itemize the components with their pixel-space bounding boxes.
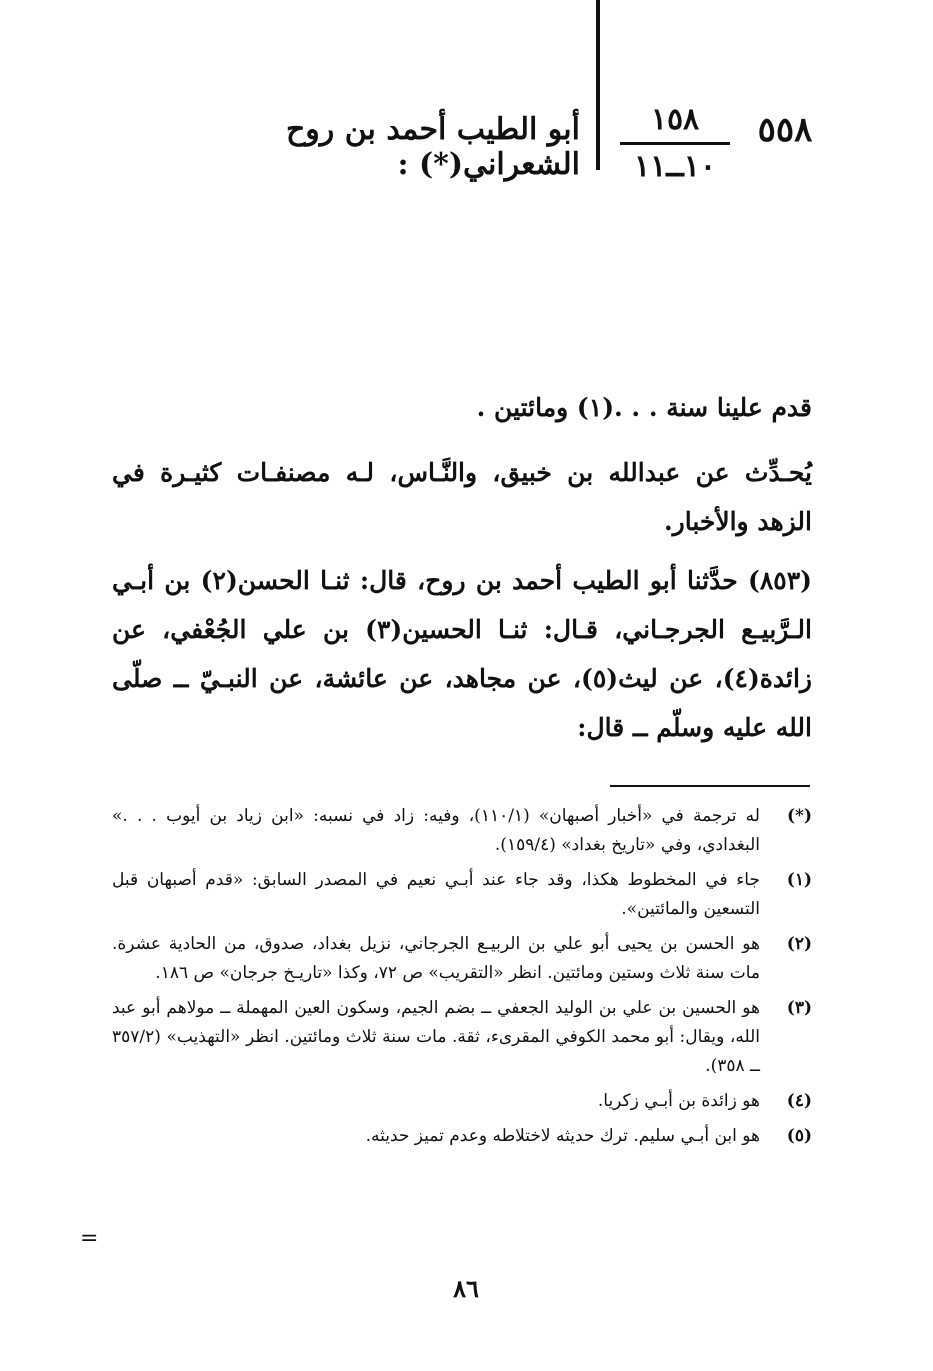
footnote-mark: (٢) (786, 934, 812, 954)
footnote-text: له ترجمة في «أخبار أصبهان» (١١٠/١)، وفيه: زاد في نسبه: «ابن زياد بن أيوب . . .» البغدادي، وفي «تاريخ بغداد» (١٥٩/٤). (112, 806, 760, 855)
footnote-item (112, 802, 812, 860)
source-folio: ١٥٨ (650, 102, 700, 137)
footnote-separator (610, 785, 810, 787)
entry-title: أبو الطيب أحمد بن روح الشعراني(*) : (285, 112, 580, 182)
footnotes (112, 802, 812, 1157)
footnote-mark: (٣) (786, 998, 812, 1018)
footnote-text: جاء في المخطوط هكذا، وقد جاء عند أبـي نعيم في المصدر السابق: «قدم أصبهان قبل التسعين والمائتين». (112, 870, 760, 919)
body-paragraph-1: قدم علينا سنة . . .(١) ومائتين . (476, 393, 812, 422)
source-lines: ١٠ــ١١ (633, 149, 717, 184)
header-vertical-rule (596, 0, 600, 170)
footnote-mark: (١) (786, 870, 812, 890)
footnote-item (112, 866, 812, 924)
footnote-item (112, 930, 812, 988)
footnote-item (112, 1122, 812, 1151)
fraction-bar (620, 142, 730, 145)
footnote-item (112, 994, 812, 1081)
source-reference (620, 100, 730, 187)
footnote-item (112, 1087, 812, 1116)
hadith-paragraph: (٨٥٣) حدَّثنا أبو الطيب أحمد بن روح، قال: ثنـا الحسن(٢) بن أبـي الـرَّبيـع الجرجـاني، قـال: ثنـا الحسين(٣) بن علي الجُعْفي، عن زائدة(٤)، عن ليث(٥)، عن مجاهد، عن عائشة، عن النبـيّ ــ صلّى الله عليه وسلّم ــ قال: (112, 566, 812, 742)
footnote-mark: (٤) (786, 1091, 812, 1111)
footnote-mark: (*) (787, 806, 812, 826)
footnote-text: هو زائدة بن أبـي زكريا. (597, 1091, 760, 1111)
footnote-text: هو الحسن بن يحيى أبو علي بن الربيـع الجرجاني، نزيل بغداد، صدوق، من الحادية عشرة. مات سنة ثلاث وستين ومائتين. انظر «التقريب» ص ٧٢، وكذا «تاريـخ جرجان» ص ١٨٦. (112, 934, 760, 983)
entry-number: ٥٥٨ (757, 110, 813, 150)
footnote-text: هو الحسين بن علي بن الوليد الجعفي ــ بضم الجيم، وسكون العين المهملة ــ مولاهم أبو عبد الله، ويقال: أبو محمد الكوفي المقرىء، ثقة. مات سنة ثلاث ومائتين. انظر «التهذيب» (٣٥٧/٢ ــ ٣٥٨). (112, 998, 760, 1076)
page-number: ٨٦ (453, 1274, 479, 1303)
footnote-mark: (٥) (786, 1126, 812, 1146)
margin-mark: = (80, 1226, 99, 1251)
footnote-text: هو ابن أبـي سليم. ترك حديثه لاختلاطه وعدم تميز حديثه. (365, 1126, 760, 1146)
body-paragraph-2: يُحـدِّث عن عبدالله بن خبيق، والنَّـاس، لـه مصنفـات كثيـرة في الزهد والأخبار. (112, 458, 812, 536)
